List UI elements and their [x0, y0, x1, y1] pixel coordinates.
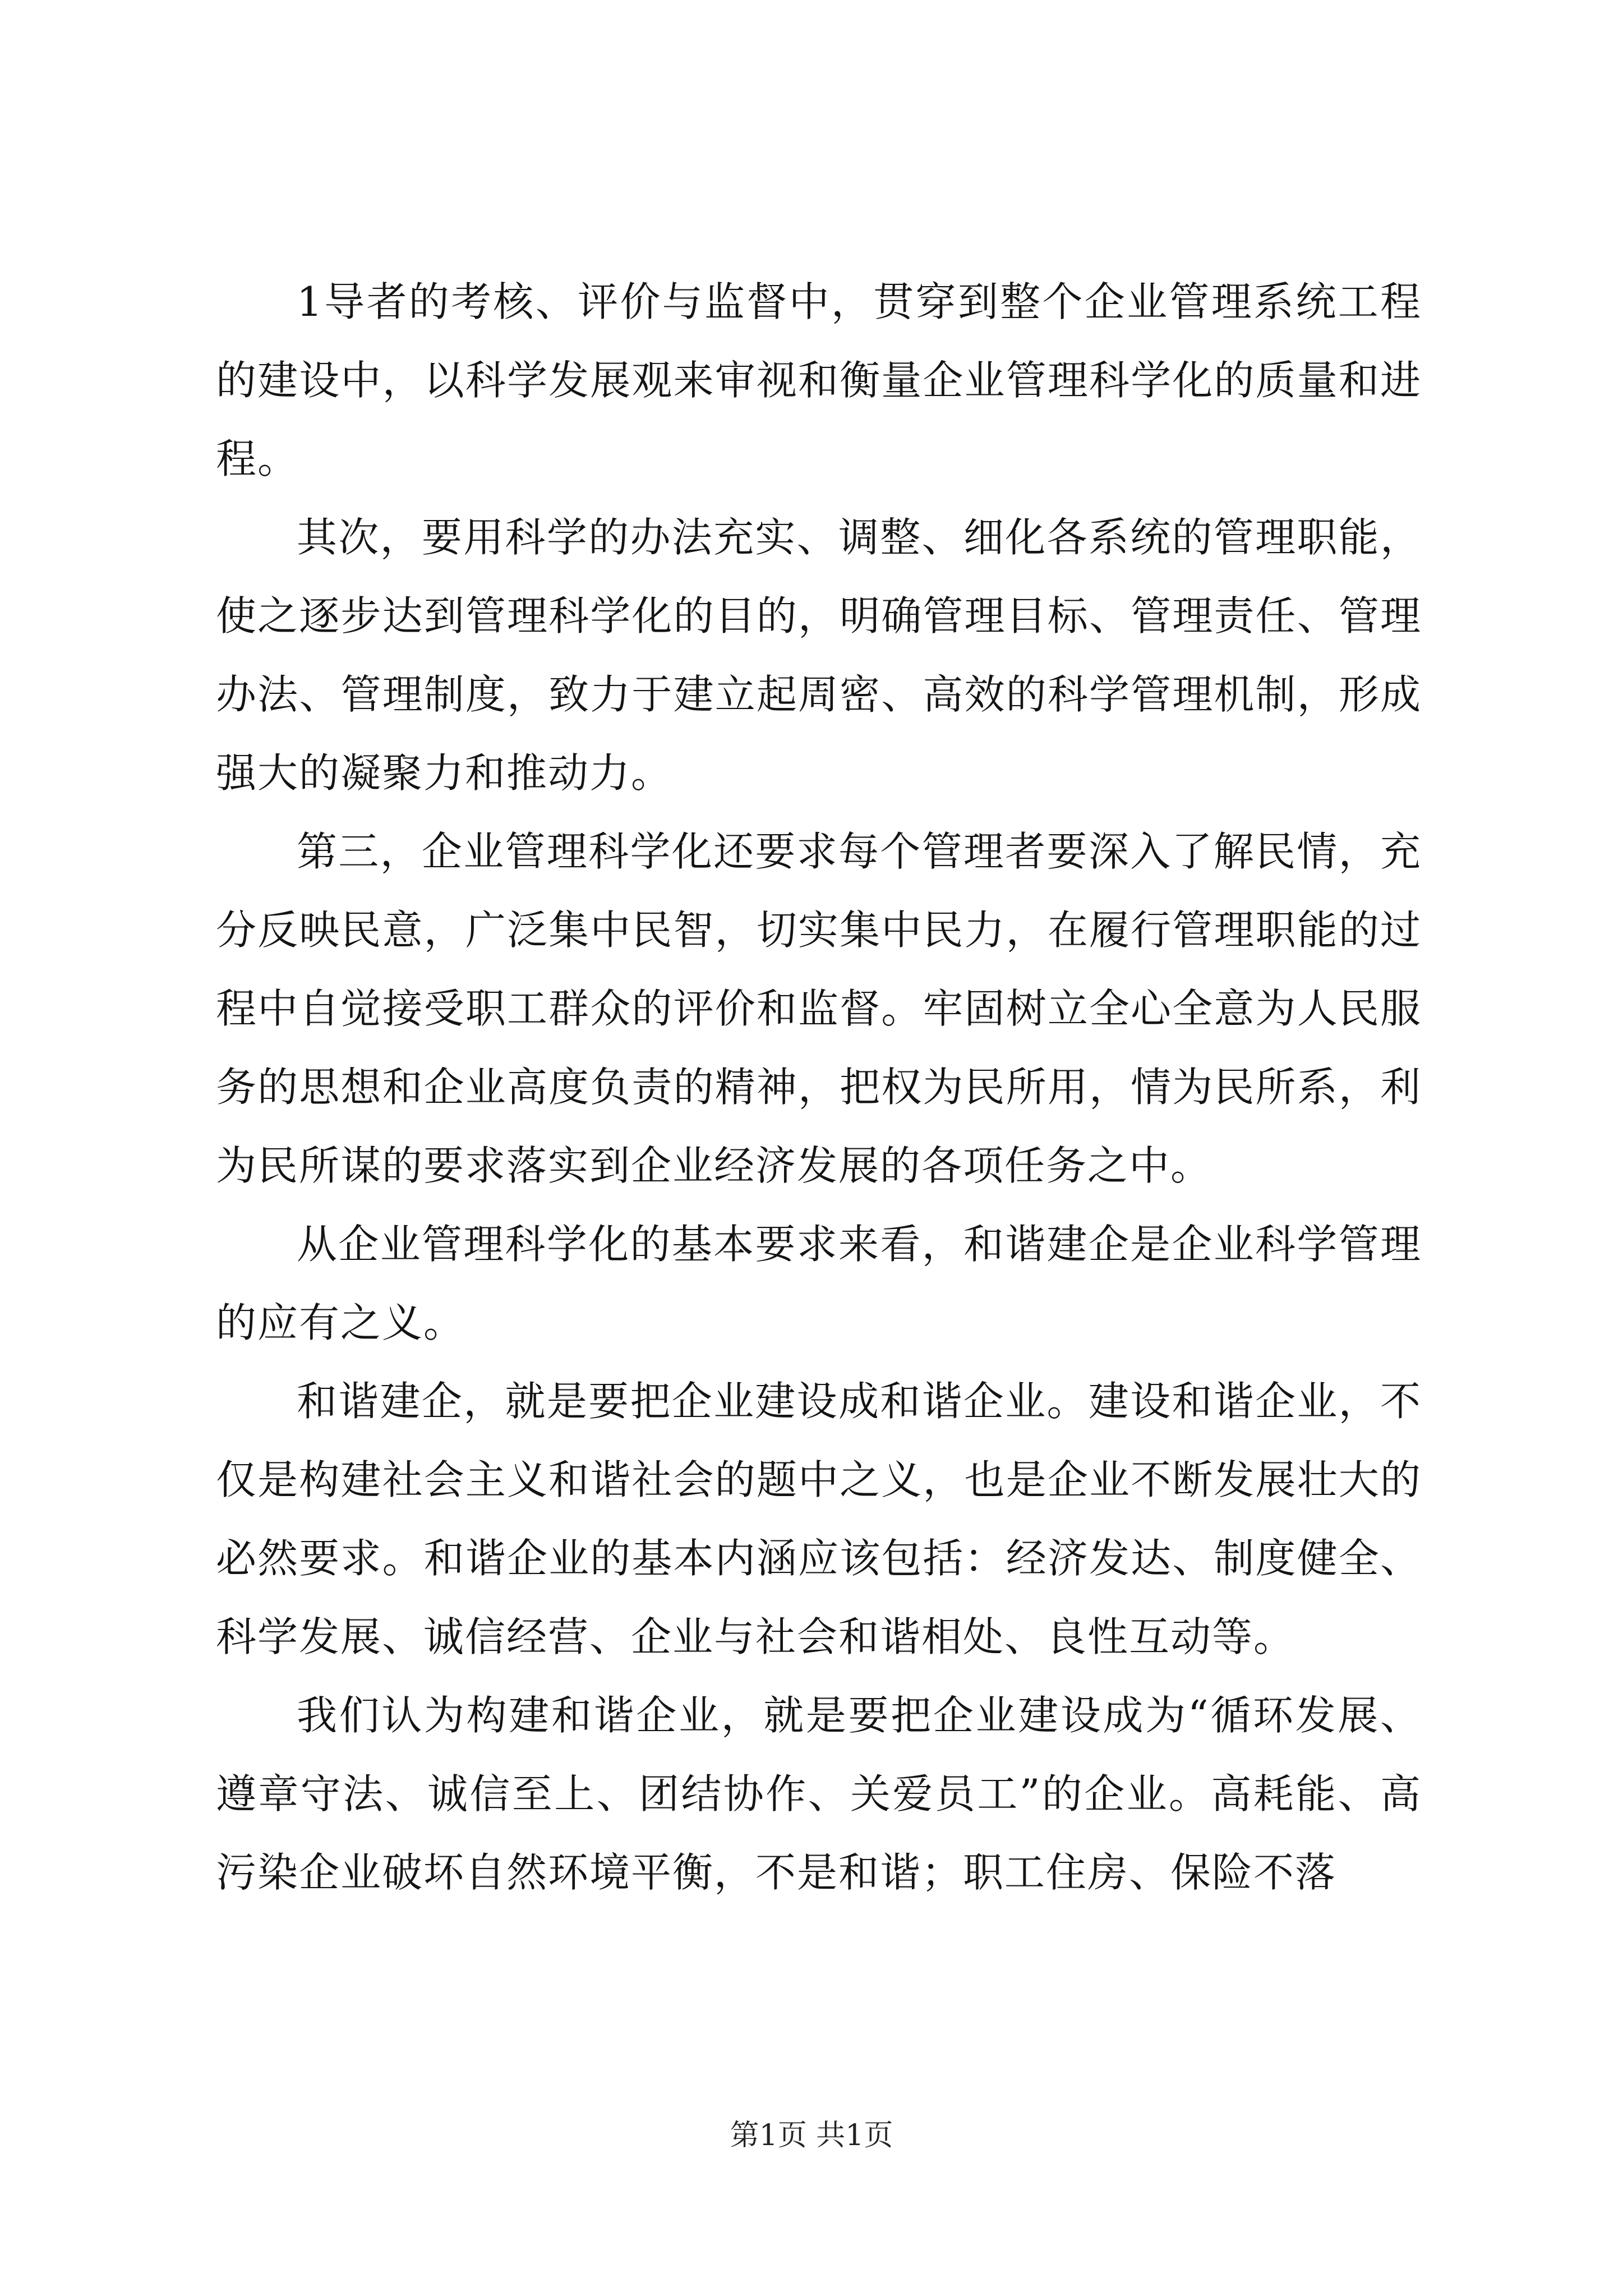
- paragraph-3: 第三，企业管理科学化还要求每个管理者要深入了解民情，充分反映民意，广泛集中民智，切实集中民力，在履行管理职能的过程中自觉接受职工群众的评价和监督。牢固树立全心全意为人民服务的思想和企业高度负责的精神，把权为民所用，情为民所系，利为民所谋的要求落实到企业经济发展的各项任务之中。: [216, 828, 1422, 1189]
- paragraph-2: 其次，要用科学的办法充实、调整、细化各系统的管理职能，使之逐步达到管理科学化的目的，明确管理目标、管理责任、管理办法、管理制度，致力于建立起周密、高效的科学管理机制，形成强大的凝聚力和推动力。: [216, 514, 1422, 797]
- paragraph-6: 我们认为构建和谐企业，就是要把企业建设成为“循环发展、遵章守法、诚信至上、团结协作、关爱员工”的企业。高耗能、高污染企业破坏自然环境平衡，不是和谐；职工住房、保险不落: [216, 1692, 1422, 1896]
- paragraph-4: 从企业管理科学化的基本要求来看，和谐建企是企业科学管理的应有之义。: [216, 1221, 1422, 1346]
- paragraph-5: 和谐建企，就是要把企业建设成和谐企业。建设和谐企业，不仅是构建社会主义和谐社会的题中之义，也是企业不断发展壮大的必然要求。和谐企业的基本内涵应该包括：经济发达、制度健全、科学发展、诚信经营、企业与社会和谐相处、良性互动等。: [216, 1378, 1422, 1660]
- document-body: [216, 263, 1422, 1912]
- page-footer: 第1页 共1页: [730, 2119, 893, 2152]
- paragraph-1: 1导者的考核、评价与监督中，贯穿到整个企业管理系统工程的建设中，以科学发展观来审视和衡量企业管理科学化的质量和进程。: [216, 278, 1422, 482]
